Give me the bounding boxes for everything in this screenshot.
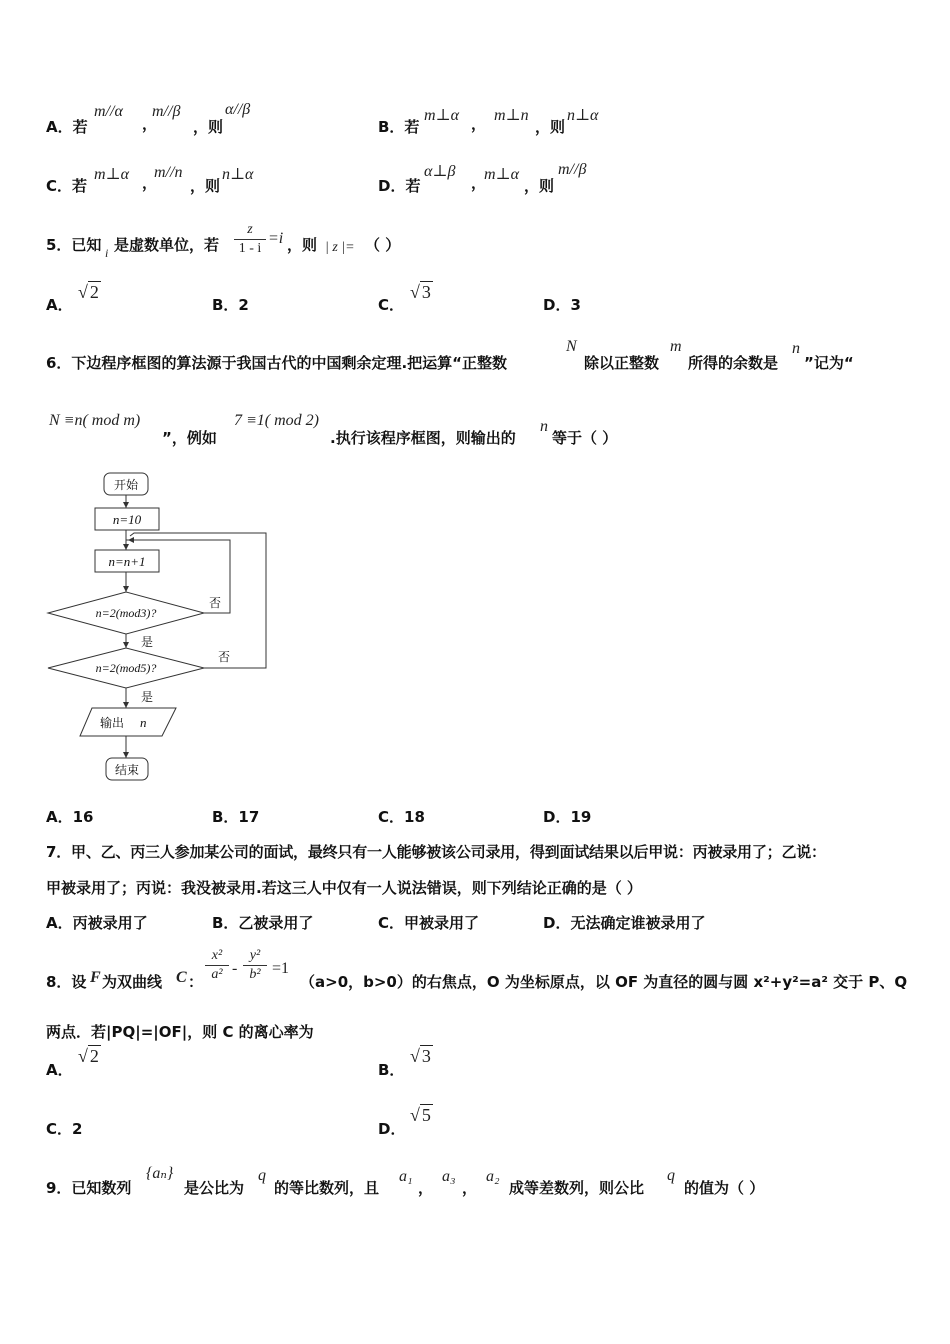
output-var: n	[140, 715, 147, 730]
math-expr: α⊥β	[424, 163, 456, 180]
math-var: N	[566, 338, 577, 355]
math-var: m	[670, 338, 682, 355]
init-label: n=10	[112, 512, 142, 527]
denominator: 1 - i	[238, 241, 262, 256]
denominator: a²	[211, 967, 223, 982]
sqrt-expr: √ 2	[78, 282, 99, 302]
arrowhead	[123, 702, 129, 708]
step-label: n=n+1	[108, 554, 146, 569]
question-text: .执行该程序框图，则输出的	[330, 429, 516, 447]
option-a: A．16	[46, 808, 94, 826]
radicand: 5	[421, 1105, 431, 1125]
option-label: C．2	[46, 1120, 83, 1138]
math-seq: {aₙ}	[146, 1165, 174, 1182]
cond1-label: n=2(mod3)?	[95, 606, 157, 620]
question-text: 成等差数列，则公比	[509, 1179, 645, 1197]
option-c: C．18	[378, 808, 425, 826]
numerator: y²	[249, 948, 261, 963]
separator: ，	[418, 1179, 434, 1197]
answer-paren: （ ）	[365, 236, 401, 254]
math-var: a₁	[399, 1168, 413, 1185]
math-var: a₂	[486, 1168, 500, 1185]
arrowhead	[128, 537, 134, 543]
radicand: 2	[89, 1046, 99, 1066]
then-text: ，则	[190, 177, 221, 195]
question-text: 等于（ ）	[552, 429, 618, 447]
math-var: n	[792, 340, 800, 357]
math-var: q	[667, 1167, 675, 1184]
option-label: C．	[378, 296, 405, 314]
math-expr: 7 ≡1( mod 2)	[234, 412, 320, 429]
end-label: 结束	[114, 763, 140, 777]
program-flowchart	[44, 468, 284, 788]
sqrt-expr: √ 5	[410, 1105, 431, 1125]
math-expr: m//β	[152, 103, 181, 120]
math-var: n	[540, 418, 548, 435]
math-expr: m//α	[94, 103, 123, 120]
fraction-x2-over-a2	[205, 947, 229, 984]
question-text: 是公比为	[184, 1179, 245, 1197]
math-expr: n⊥α	[222, 166, 254, 183]
then-text: ，则	[193, 118, 224, 136]
math-expr: m⊥n	[494, 107, 529, 124]
option-label: C．若	[46, 177, 88, 195]
question-text: 除以正整数	[584, 354, 660, 372]
separator: ，	[471, 115, 487, 133]
question-text: 为双曲线	[102, 973, 163, 991]
question-text: 7．甲、乙、丙三人参加某公司的面试，最终只有一人能够被该公司录用，得到面试结果以后甲说：丙被录用了；乙说：	[46, 843, 826, 861]
math-var: a₃	[442, 1168, 456, 1185]
then-text: ，则	[535, 118, 566, 136]
sqrt-expr: √ 3	[410, 282, 431, 302]
question-text: ”记为“	[804, 354, 854, 372]
option-label: D．	[378, 1120, 406, 1138]
math-var: i	[105, 246, 109, 260]
fraction-z-over-1-minus-i	[234, 221, 266, 258]
math-expr: m⊥α	[424, 107, 459, 124]
option-d: D．无法确定谁被录用了	[543, 914, 706, 932]
radicand: 3	[421, 282, 431, 302]
option-label: A．若	[46, 118, 88, 136]
math-expr: N ≡n( mod m)	[49, 412, 141, 429]
separator: ，	[142, 174, 158, 192]
radicand: 3	[421, 1046, 431, 1066]
option-label: B．	[378, 1061, 405, 1079]
output-label: 输出	[100, 716, 125, 730]
option-label: A．	[46, 1061, 73, 1079]
math-var: q	[258, 1167, 266, 1184]
question-text: 6．下边程序框图的算法源于我国古代的中国剩余定理.把运算“正整数	[46, 354, 507, 372]
option-label: A．	[46, 296, 73, 314]
sqrt-expr: √ 3	[410, 1046, 431, 1066]
separator: ，	[471, 174, 487, 192]
option-label: D．3	[543, 296, 581, 314]
numerator: x²	[211, 948, 223, 963]
option-b: B．17	[212, 808, 260, 826]
option-b: B．乙被录用了	[212, 914, 314, 932]
math-expr: m⊥α	[94, 166, 129, 183]
question-text: 两点．若|PQ|=|OF|，则 C 的离心率为	[46, 1023, 314, 1041]
math-expr: | z |=	[325, 240, 355, 255]
separator: ，	[462, 1179, 478, 1197]
math-expr: α//β	[225, 101, 251, 118]
question-text: 8．设	[46, 973, 87, 991]
sqrt-expr: √ 2	[78, 1046, 99, 1066]
math-expr: =i	[268, 230, 284, 247]
question-text: 的等比数列，且	[274, 1179, 380, 1197]
math-var: F	[90, 969, 101, 986]
option-c: C．甲被录用了	[378, 914, 480, 932]
arrowhead	[123, 544, 129, 550]
no-label-1: 否	[209, 596, 222, 610]
arrowhead	[123, 502, 129, 508]
arrowhead	[123, 752, 129, 758]
output-box	[80, 708, 176, 736]
radicand: 2	[89, 282, 99, 302]
separator: ，	[142, 115, 158, 133]
question-text: 是虚数单位，若	[114, 236, 220, 254]
math-var: C	[176, 969, 187, 986]
numerator: z	[247, 222, 253, 237]
cond2-label: n=2(mod5)?	[95, 661, 157, 675]
question-number: 5．已知	[46, 236, 102, 254]
minus-sign: -	[232, 960, 238, 977]
yes-label-2: 是	[141, 690, 154, 704]
option-label: D．若	[378, 177, 421, 195]
fraction-y2-over-b2	[243, 947, 267, 984]
no-label-2: 否	[218, 650, 231, 664]
question-text: 甲被录用了；丙说：我没被录用.若这三人中仅有一人说法错误，则下列结论正确的是（ ）	[46, 879, 642, 897]
question-text: 所得的余数是	[688, 354, 779, 372]
option-d: D．19	[543, 808, 592, 826]
question-text: ”，例如	[162, 429, 217, 447]
option-label: B．2	[212, 296, 249, 314]
arrowhead	[123, 642, 129, 648]
option-a: A．丙被录用了	[46, 914, 148, 932]
option-label: B．若	[378, 118, 420, 136]
then-text: ，则	[524, 177, 555, 195]
question-text: 的值为（ ）	[684, 1179, 765, 1197]
math-expr: m//n	[154, 164, 183, 181]
question-text: ：	[188, 973, 204, 991]
yes-label-1: 是	[141, 635, 154, 649]
arrowhead	[123, 586, 129, 592]
math-expr: =1	[272, 960, 290, 977]
question-text: ，则	[287, 236, 318, 254]
math-expr: n⊥α	[567, 107, 599, 124]
math-expr: m⊥α	[484, 166, 519, 183]
math-expr: m//β	[558, 161, 587, 178]
question-text: （a>0，b>0）的右焦点，O 为坐标原点，以 OF 为直径的圆与圆 x²+y²=a² 交于 P、Q	[300, 973, 908, 991]
start-label: 开始	[113, 478, 139, 492]
denominator: b²	[249, 967, 261, 982]
question-text: 9．已知数列	[46, 1179, 132, 1197]
